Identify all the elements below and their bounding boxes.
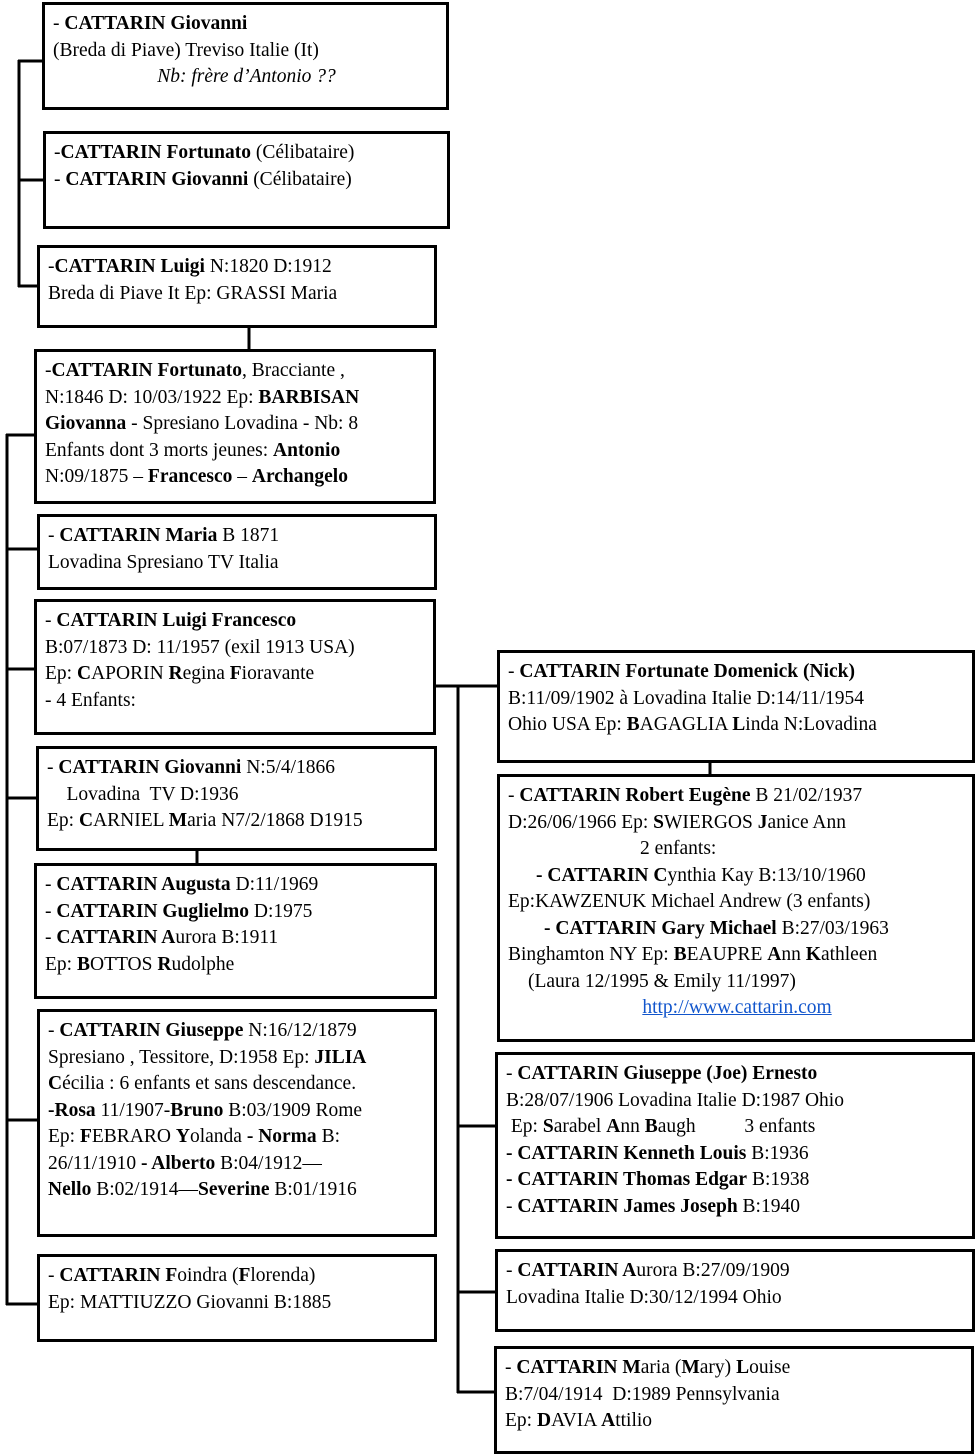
box-line: B:7/04/1914 D:1989 Pennsylvania (505, 1383, 780, 1405)
box-text: GRASSI Maria (216, 282, 338, 304)
box-text: lorenda) (250, 1265, 316, 1286)
box-text: M (681, 1357, 700, 1378)
person-name: CATTARIN James Joseph (517, 1195, 738, 1217)
box-text: D:26/06/1966 Ep: (508, 811, 654, 833)
box-line (508, 995, 966, 1022)
person-name: CATTARIN Robert Eugène (519, 785, 751, 806)
box-line: Lovadina Italie D:30/12/1994 Ohio (506, 1286, 782, 1308)
box-line: -CATTARIN Luigi N:1820 D:1912 (48, 256, 332, 277)
box-line: -CATTARIN Fortunato, Bracciante , (45, 360, 345, 381)
box-line (48, 1177, 428, 1204)
box-text: -Rosa (48, 1099, 96, 1121)
box-text: aria ( (640, 1357, 682, 1378)
box-text: Giovanna (45, 413, 127, 434)
box-text: oindra ( (177, 1265, 239, 1286)
box-text: S (653, 811, 665, 833)
box-text: - Norma (246, 1126, 317, 1147)
box-line (45, 464, 427, 491)
box-text: B:1940 (737, 1195, 800, 1217)
person-box-giuseppe-joe (495, 1052, 975, 1239)
box-line (45, 952, 428, 979)
person-name: CATTARIN Fortunato (60, 142, 251, 163)
box-text: CATTARIN C (547, 864, 668, 886)
box-text: A (161, 927, 176, 948)
box-text: B 1871 (217, 525, 280, 546)
box-text: AVIA (551, 1410, 602, 1431)
person-name: CATTARIN Fortunato (51, 360, 242, 381)
box-text: Archangelo (251, 466, 348, 487)
box-text: L (736, 1357, 750, 1378)
box-line: - CATTARIN Luigi Francesco (45, 610, 297, 631)
box-text: (Célibataire) (253, 168, 352, 190)
box-line: - CATTARIN Thomas Edgar B:1938 (506, 1169, 810, 1190)
person-box-maria-louise (494, 1346, 974, 1454)
box-line: - 4 Enfants: (45, 689, 136, 711)
person-box-luigi (37, 245, 437, 328)
box-text: augh 3 enfants (657, 1116, 816, 1137)
box-text: A (601, 1410, 616, 1431)
box-text: BARBISAN (258, 386, 360, 408)
box-line (47, 808, 428, 835)
box-text: 11/1907- (95, 1099, 171, 1121)
box-line: - CATTARIN Fortunate Domenick (Nick) (508, 661, 855, 682)
box-line (48, 1098, 428, 1125)
box-text: JILIA (314, 1046, 367, 1068)
box-line: - CATTARIN Giovanni (Célibataire) (54, 168, 352, 190)
box-line (45, 438, 427, 465)
person-name: CATTARIN Augusta (56, 874, 231, 895)
box-text: Ep: (45, 663, 77, 684)
box-line (508, 942, 966, 969)
box-text: CATTARIN (56, 927, 162, 948)
box-line: Ep: MATTIUZZO Giovanni B:1885 (48, 1291, 332, 1313)
box-text: Severine (198, 1179, 270, 1200)
person-box-foindra (37, 1254, 437, 1342)
person-box-giovanni-lovadina (36, 746, 437, 851)
box-text: A (622, 1260, 637, 1281)
box-text: A (767, 944, 782, 965)
box-text: B:02/1914— (91, 1179, 199, 1200)
box-text: C (48, 1073, 63, 1094)
box-line: Ep:KAWZENUK Michael Andrew (3 enfants) (508, 891, 871, 912)
box-text: Nello (48, 1179, 92, 1200)
box-text: C (76, 663, 92, 684)
box-text: B:1938 (747, 1169, 810, 1190)
person-name: CATTARIN Giovanni (65, 168, 249, 190)
person-name: CATTARIN Luigi Francesco (56, 610, 297, 631)
box-text: Ep: (45, 953, 77, 975)
person-name: CATTARIN Fortunate Domenick (Nick) (519, 661, 855, 682)
box-text: B:01/1916 (269, 1179, 357, 1200)
box-text: CATTARIN (517, 1260, 623, 1281)
box-text: R (157, 953, 172, 975)
box-line: - CATTARIN Giuseppe (Joe) Ernesto (506, 1063, 818, 1084)
box-line: - CATTARIN Robert Eugène B 21/02/1937 (508, 785, 863, 806)
person-name: CATTARIN Giuseppe (59, 1020, 244, 1041)
box-line (48, 281, 428, 308)
box-line: - CATTARIN Foindra (Florenda) (48, 1265, 316, 1286)
box-text: 26/11/1910 (48, 1152, 141, 1174)
box-text: urora B:27/09/1909 (636, 1260, 790, 1281)
box-text: D:1975 (249, 900, 313, 922)
box-line (48, 1151, 428, 1178)
box-line: - CATTARIN Gary Michael B:27/03/1963 (544, 917, 889, 939)
box-text: N:09/1875 – (45, 466, 148, 487)
box-text: EAUPRE (686, 944, 768, 965)
person-name: CATTARIN Luigi (54, 256, 205, 277)
box-text: ioravante (241, 663, 315, 684)
person-name: CATTARIN Giuseppe (Joe) Ernesto (517, 1063, 818, 1084)
person-box-giuseppe (37, 1009, 437, 1237)
person-box-aurora (495, 1249, 975, 1332)
box-line: - CATTARIN Cynthia Kay B:13/10/1960 (536, 864, 866, 886)
box-line: - CATTARIN Aurora B:1911 (45, 927, 279, 948)
person-box-augusta-guglielmo-aurora (34, 863, 437, 999)
box-text: Breda di Piave It Ep: (48, 282, 217, 304)
box-text: N:1846 D: 10/03/1922 Ep: (45, 386, 259, 408)
box-text: egina (182, 663, 230, 684)
box-line: - CATTARIN James Joseph B:1940 (506, 1195, 800, 1217)
box-text: D:11/1969 (230, 874, 319, 895)
box-text: athleen (820, 944, 878, 965)
box-line: - CATTARIN Giovanni (53, 13, 248, 34)
box-text: A (606, 1116, 621, 1137)
box-line: - CATTARIN Kenneth Louis B:1936 (506, 1142, 809, 1164)
box-text: aria N7/2/1868 D1915 (187, 810, 363, 831)
box-text: nn (781, 944, 806, 965)
person-box-celibataires (43, 131, 450, 229)
person-box-fortunato (34, 349, 436, 504)
box-text: anice Ann (767, 811, 846, 833)
box-text: arabel (553, 1116, 607, 1137)
box-line: -CATTARIN Fortunato (Célibataire) (54, 142, 355, 163)
box-text: J (757, 811, 768, 833)
box-text: CATTARIN Gary Michael (555, 917, 777, 939)
box-text: Ep: (505, 1410, 537, 1431)
box-text: , Bracciante , (242, 360, 345, 381)
box-text: udolphe (171, 953, 235, 975)
box-text: B:1936 (746, 1142, 809, 1164)
box-line: - CATTARIN Giovanni N:5/4/1866 (47, 757, 336, 778)
box-text: CATTARIN F (59, 1265, 178, 1286)
box-line: B:11/09/1902 à Lovadina Italie D:14/11/1954 (508, 687, 864, 709)
box-text: AGAGLIA (639, 714, 733, 735)
box-text: B 21/02/1937 (750, 785, 863, 806)
box-text: Ep: (506, 1116, 543, 1137)
box-text: M (168, 810, 188, 831)
box-line (48, 1071, 428, 1098)
box-text: B (644, 1116, 658, 1137)
box-text: APORIN (91, 663, 169, 684)
box-line: (Breda di Piave) Treviso Italie (It) (53, 39, 319, 61)
box-text: - Alberto (141, 1152, 216, 1174)
box-text: OTTOS (89, 953, 158, 975)
box-text: – (232, 466, 252, 487)
person-name: CATTARIN Kenneth Louis (517, 1142, 747, 1164)
box-line (45, 661, 427, 688)
box-text: K (805, 944, 821, 965)
box-text: EBRARO (91, 1126, 176, 1147)
box-line: - CATTARIN Maria (Mary) Louise (505, 1357, 791, 1378)
box-text: F (79, 1126, 92, 1147)
box-text: N:1820 D:1912 (209, 256, 332, 277)
box-text: ynthia Kay B:13/10/1960 (667, 864, 866, 886)
box-text: - Spresiano Lovadina - Nb: 8 (126, 413, 359, 434)
box-text: ttilio (615, 1410, 653, 1431)
box-line: - CATTARIN Maria B 1871 (48, 525, 280, 546)
box-note: Nb: frère d’Antonio ?? (157, 66, 336, 87)
box-line: - CATTARIN Aurora B:27/09/1909 (506, 1260, 790, 1281)
box-text: (Célibataire) (255, 142, 355, 163)
box-text: L (732, 714, 746, 735)
box-text: Binghamton NY Ep: (508, 944, 674, 965)
person-box-nick (497, 650, 975, 763)
box-line: 2 enfants: (640, 838, 717, 859)
box-text: écilia : 6 enfants et sans descendance. (62, 1073, 357, 1094)
box-line (508, 810, 966, 837)
box-line (506, 1114, 966, 1141)
box-text: F (229, 663, 242, 684)
box-text: Bruno (170, 1099, 224, 1121)
box-text: Spresiano , Tessitore, D:1958 Ep: (48, 1046, 315, 1068)
person-box-luigi-francesco (34, 599, 436, 735)
box-text: D (536, 1410, 552, 1431)
box-text: R (168, 663, 183, 684)
box-text: Ohio USA Ep: (508, 714, 627, 735)
box-line: - CATTARIN Giuseppe N:16/12/1879 (48, 1020, 357, 1041)
box-line (508, 712, 966, 739)
box-text: B:27/03/1963 (776, 917, 889, 939)
box-text: Antonio (273, 439, 341, 461)
box-text: B:04/1912— (215, 1152, 322, 1174)
box-text: Ep: (48, 1126, 80, 1147)
box-line (45, 385, 427, 412)
box-text: B (673, 944, 687, 965)
box-text: Francesco (147, 466, 233, 487)
box-text: Enfants dont 3 morts jeunes: (45, 439, 274, 461)
box-line (48, 1045, 428, 1072)
box-text: ARNIEL (93, 810, 169, 831)
box-text: N:16/12/1879 (243, 1020, 357, 1041)
box-line: - CATTARIN Guglielmo D:1975 (45, 900, 313, 922)
box-text: F (238, 1265, 251, 1286)
box-text: N:5/4/1866 (241, 757, 336, 778)
person-box-robert (497, 774, 975, 1042)
box-line (505, 1408, 965, 1435)
box-text: C (78, 810, 94, 831)
person-name: CATTARIN Thomas Edgar (517, 1169, 748, 1190)
person-name: CATTARIN Giovanni (64, 13, 248, 34)
box-text: Y (175, 1126, 190, 1147)
box-line: B:07/1873 D: 11/1957 (exil 1913 USA) (45, 636, 355, 658)
box-text: Ep: (47, 810, 79, 831)
box-line: (Laura 12/1995 & Emily 11/1997) (528, 970, 796, 992)
person-box-giovanni-breda (42, 2, 449, 110)
box-text: olanda (189, 1126, 247, 1147)
person-box-maria (37, 514, 437, 590)
box-text: B:03/1909 Rome (223, 1099, 363, 1121)
box-text: B (626, 714, 640, 735)
box-text: WIERGOS (664, 811, 758, 833)
box-text: S (542, 1116, 554, 1137)
box-line (45, 411, 427, 438)
box-line: B:28/07/1906 Lovadina Italie D:1987 Ohio (506, 1089, 844, 1111)
box-text: nn (620, 1116, 645, 1137)
box-line: - CATTARIN Augusta D:11/1969 (45, 874, 319, 895)
box-line: Lovadina TV D:1936 (47, 783, 239, 805)
box-text: CATTARIN M (516, 1357, 641, 1378)
box-text: B (76, 953, 90, 975)
person-name: CATTARIN Guglielmo (56, 900, 250, 922)
box-line (48, 1124, 428, 1151)
website-link[interactable]: http://www.cattarin.com (642, 997, 832, 1018)
person-name: CATTARIN Giovanni (58, 757, 242, 778)
box-text: B: (316, 1126, 340, 1147)
box-text: urora B:1911 (175, 927, 279, 948)
box-text: ary) (699, 1357, 737, 1378)
person-name: CATTARIN Maria (59, 525, 218, 546)
box-line: Lovadina Spresiano TV Italia (48, 551, 279, 573)
box-text: ouise (749, 1357, 791, 1378)
box-text: inda N:Lovadina (745, 714, 877, 735)
